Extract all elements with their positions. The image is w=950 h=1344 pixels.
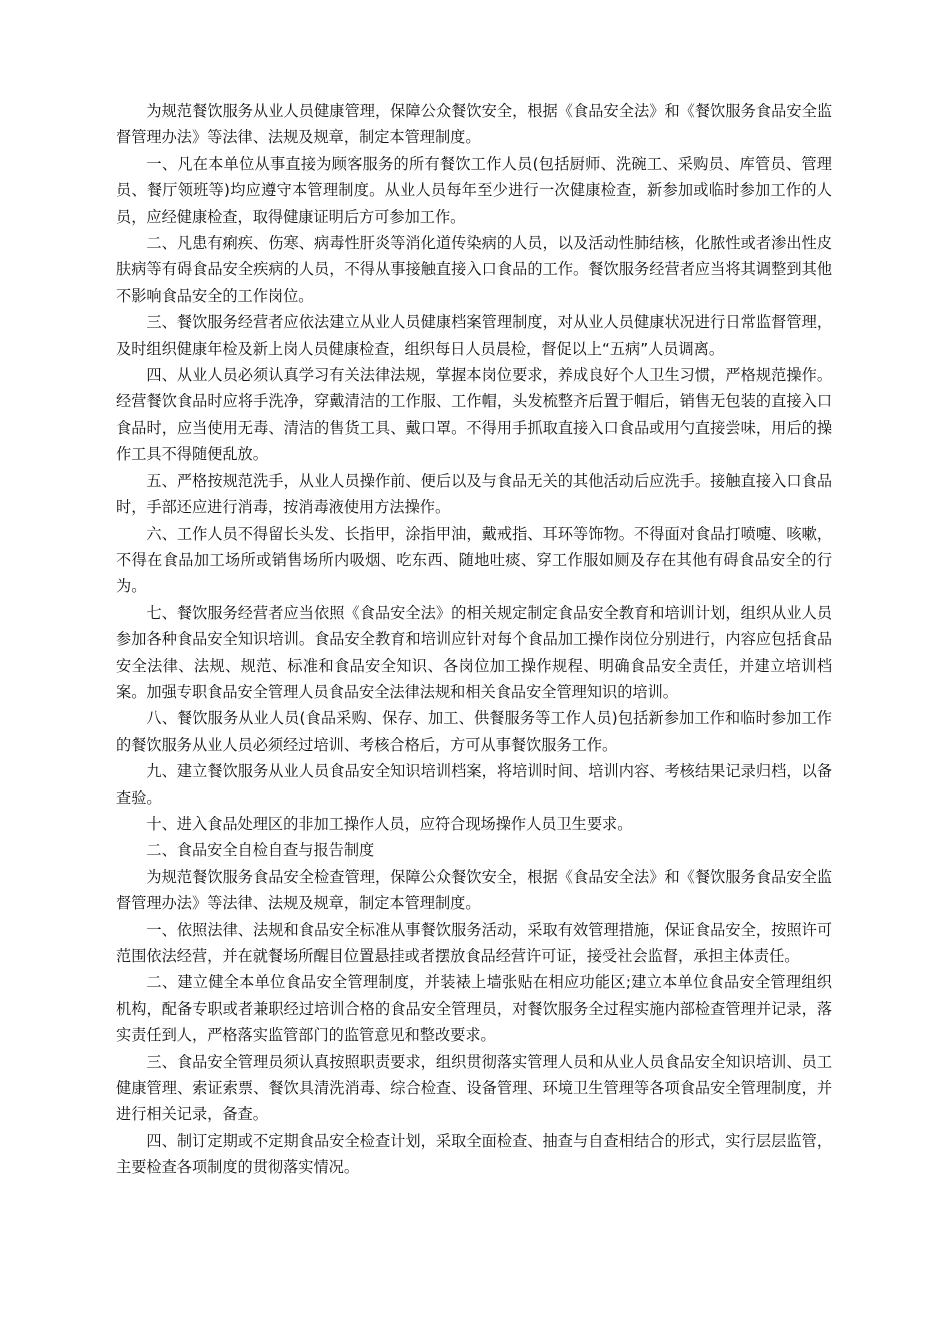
paragraph-item-4: 四、从业人员必须认真学习有关法律法规，掌握本岗位要求，养成良好个人卫生习惯，严格规范操作。经营餐饮食品时应将手洗净，穿戴清洁的工作服、工作帽，头发梳整齐后置于帽后，销售无包装的直接入口食品时，应当使用无毒、清洁的售货工具、戴口罩。不得用手抓取直接入口食品或用勺直接尝味，用后的操作工具不得随便乱放。	[116, 366, 832, 464]
paragraph-item-10: 十、进入食品处理区的非加工操作人员，应符合现场操作人员卫生要求。	[146, 814, 633, 833]
paragraph-item-8: 八、餐饮服务从业人员(食品采购、保存、加工、供餐服务等工作人员)包括新参加工作和临时参加工作的餐饮服务从业人员必须经过培训、考核合格后，方可从事餐饮服务工作。	[116, 709, 832, 754]
document-page	[116, 98, 832, 1181]
paragraph-item-6: 六、工作人员不得留长头发、长指甲，涂指甲油，戴戒指、耳环等饰物。不得面对食品打喷嚏、咳嗽，不得在食品加工场所或销售场所内吸烟、吃东西、随地吐痰、穿工作服如厕及存在其他有碍食品安全的行为。	[116, 524, 832, 596]
paragraph-inspection-item-4: 四、制订定期或不定期食品安全检查计划，采取全面检查、抽查与自查相结合的形式，实行层层监管，主要检查各项制度的贯彻落实情况。	[116, 1131, 832, 1177]
paragraph-item-7: 七、餐饮服务经营者应当依照《食品安全法》的相关规定制定食品安全教育和培训计划，组织从业人员参加各种食品安全知识培训。食品安全教育和培训应针对每个食品加工操作岗位分别进行，内容应包括食品安全法律、法规、规范、标准和食品安全知识、各岗位加工操作规程、明确食品安全责任，并建立培训档案。加强专职食品安全管理人员食品安全法律法规和相关食品安全管理知识的培训。	[116, 603, 832, 701]
paragraph-item-1: 一、凡在本单位从事直接为顾客服务的所有餐饮工作人员(包括厨师、洗碗工、采购员、库管员、管理员、餐厅领班等)均应遵守本管理制度。从业人员每年至少进行一次健康检查，新参加或临时参加工作的人员，应经健康检查，取得健康证明后方可参加工作。	[116, 154, 832, 226]
paragraph-item-2: 二、凡患有痢疾、伤寒、病毒性肝炎等消化道传染病的人员，以及活动性肺结核，化脓性或者渗出性皮肤病等有碍食品安全疾病的人员，不得从事接触直接入口食品的工作。餐饮服务经营者应当将其调整到其他不影响食品安全的工作岗位。	[116, 234, 832, 305]
paragraph-item-3: 三、餐饮服务经营者应依法建立从业人员健康档案管理制度，对从业人员健康状况进行日常监督管理，及时组织健康年检及新上岗人员健康检查，组织每日人员晨检，督促以上“五病”人员调离。	[116, 313, 832, 358]
paragraph-item-5: 五、严格按规范洗手，从业人员操作前、便后以及与食品无关的其他活动后应洗手。接触直接入口食品时，手部还应进行消毒，按消毒液使用方法操作。	[116, 471, 832, 517]
paragraph-item-9: 九、建立餐饮服务从业人员食品安全知识培训档案，将培训时间、培训内容、考核结果记录归档，以备查验。	[116, 762, 832, 807]
paragraph-intro-health: 为规范餐饮服务从业人员健康管理，保障公众餐饮安全，根据《食品安全法》和《餐饮服务食品安全监督管理办法》等法律、法规及规章，制定本管理制度。	[116, 102, 832, 147]
section-heading-self-inspection: 二、食品安全自检自查与报告制度	[146, 841, 375, 860]
paragraph-inspection-item-1: 一、依照法律、法规和食品安全标准从事餐饮服务活动，采取有效管理措施，保证食品安全，按照许可范围依法经营，并在就餐场所醒目位置悬挂或者摆放食品经营许可证，接受社会监督，承担主体责任。	[116, 920, 832, 965]
paragraph-inspection-item-3: 三、食品安全管理员须认真按照职责要求，组织贯彻落实管理人员和从业人员食品安全知识培训、员工健康管理、索证索票、餐饮具清洗消毒、综合检查、设备管理、环境卫生管理等各项食品安全管理制度，并进行相关记录，备查。	[116, 1052, 832, 1124]
paragraph-inspection-item-2: 二、建立健全本单位食品安全管理制度，并装裱上墙张贴在相应功能区;建立本单位食品安全管理组织机构，配备专职或者兼职经过培训合格的食品安全管理员，对餐饮服务全过程实施内部检查管理并记录，落实责任到人，严格落实监管部门的监管意见和整改要求。	[116, 973, 832, 1045]
paragraph-intro-inspection: 为规范餐饮服务食品安全检查管理，保障公众餐饮安全，根据《食品安全法》和《餐饮服务食品安全监督管理办法》等法律、法规及规章，制定本管理制度。	[116, 867, 832, 913]
